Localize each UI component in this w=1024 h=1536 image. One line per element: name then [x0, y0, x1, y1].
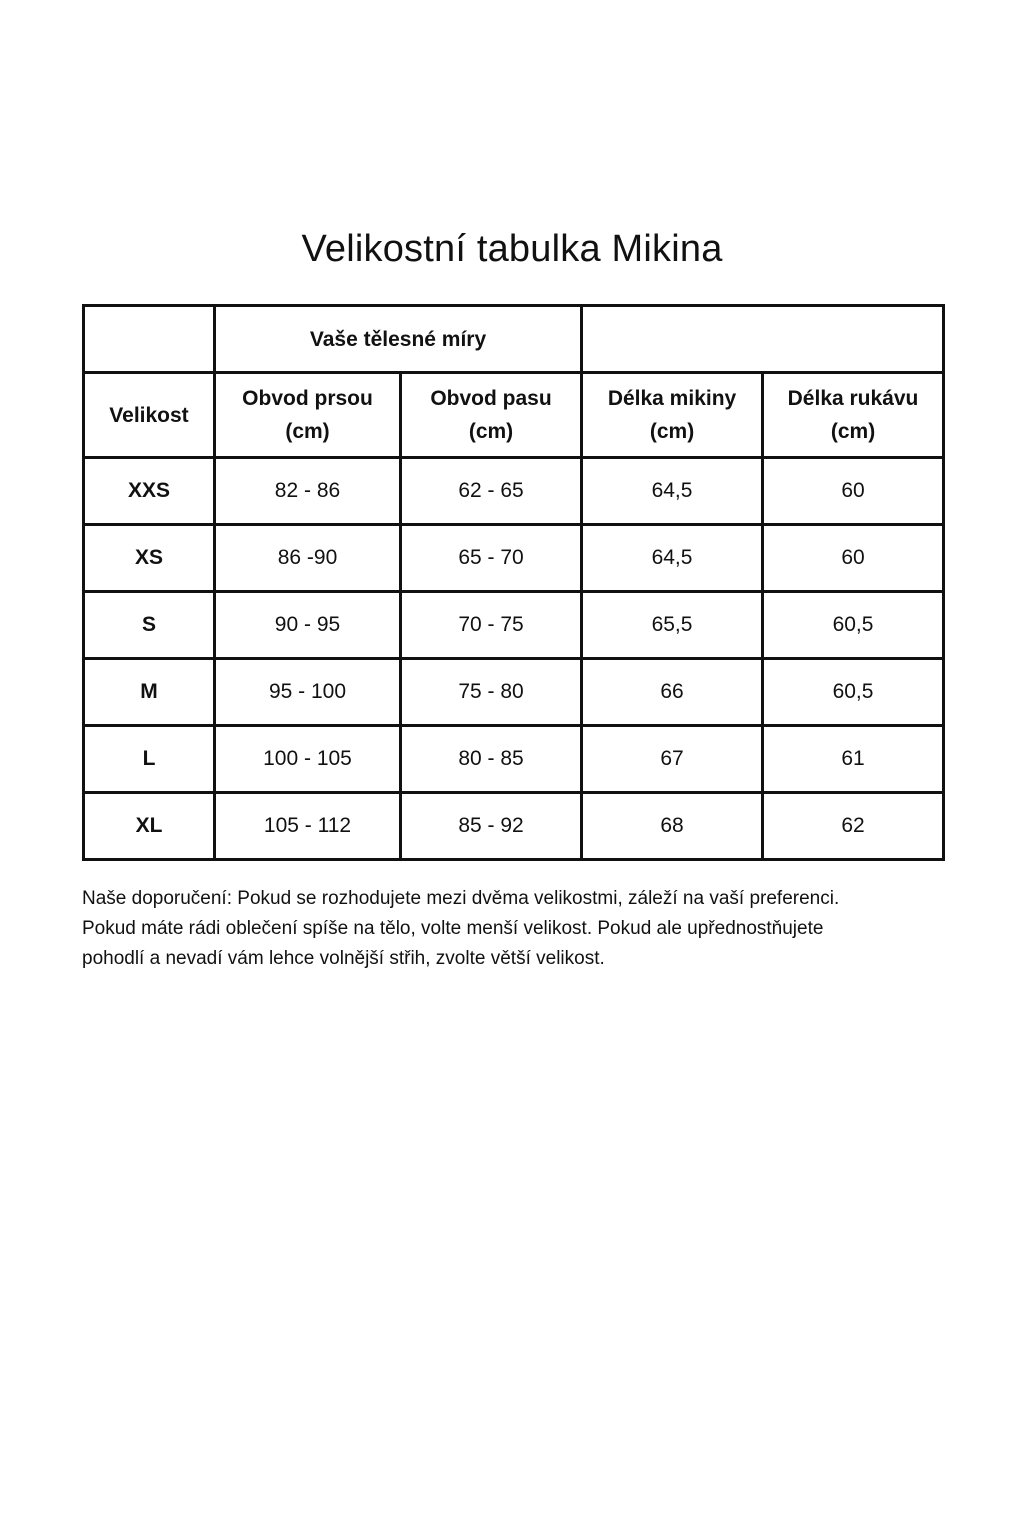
table-row [84, 659, 944, 726]
size-cell: M [84, 659, 215, 726]
waist-cell: 80 - 85 [401, 726, 582, 793]
note-line: pohodlí a nevadí vám lehce volnější střih, zvolte větší velikost. [82, 948, 605, 969]
page-title: Velikostní tabulka Mikina [301, 228, 723, 270]
column-header-waist-label: Obvod pasu [430, 387, 552, 410]
size-cell: XS [84, 525, 215, 592]
size-cell: XL [84, 793, 215, 860]
hoodie-length-cell: 65,5 [582, 592, 763, 659]
column-header-chest [215, 373, 401, 458]
column-header-sleeve-length-unit: (cm) [830, 420, 876, 443]
table-row [84, 592, 944, 659]
recommendation-note [82, 884, 942, 974]
table-row [84, 458, 944, 525]
chest-cell: 100 - 105 [215, 726, 401, 793]
note-line: Pokud máte rádi oblečení spíše na tělo, volte menší velikost. Pokud ale upřednostňujete [82, 918, 824, 939]
size-table [82, 304, 945, 861]
waist-cell: 85 - 92 [401, 793, 582, 860]
waist-cell: 65 - 70 [401, 525, 582, 592]
sleeve-length-cell: 62 [763, 793, 944, 860]
sleeve-length-cell: 60 [763, 525, 944, 592]
column-header-size: Velikost [84, 373, 215, 458]
table-row [84, 525, 944, 592]
note-line: Naše doporučení: Pokud se rozhodujete mezi dvěma velikostmi, záleží na vaší preferenci. [82, 888, 840, 909]
column-header-hoodie-length [582, 373, 763, 458]
hoodie-length-cell: 64,5 [582, 458, 763, 525]
sleeve-length-cell: 60 [763, 458, 944, 525]
table-row [84, 726, 944, 793]
chest-cell: 95 - 100 [215, 659, 401, 726]
empty-group-cell [582, 306, 944, 373]
column-header-sleeve-length [763, 373, 944, 458]
column-header-hoodie-length-label: Délka mikiny [607, 387, 737, 410]
waist-cell: 75 - 80 [401, 659, 582, 726]
waist-cell: 70 - 75 [401, 592, 582, 659]
sleeve-length-cell: 60,5 [763, 592, 944, 659]
hoodie-length-cell: 66 [582, 659, 763, 726]
empty-corner-cell [84, 306, 215, 373]
chest-cell: 82 - 86 [215, 458, 401, 525]
size-cell: S [84, 592, 215, 659]
chest-cell: 105 - 112 [215, 793, 401, 860]
column-header-hoodie-length-unit: (cm) [649, 420, 695, 443]
table-group-header-row [84, 306, 944, 373]
sleeve-length-cell: 60,5 [763, 659, 944, 726]
column-header-chest-unit: (cm) [285, 420, 330, 443]
table-column-header-row [84, 373, 944, 458]
column-header-sleeve-length-label: Délka rukávu [787, 387, 919, 410]
size-cell: XXS [84, 458, 215, 525]
chest-cell: 86 -90 [215, 525, 401, 592]
hoodie-length-cell: 64,5 [582, 525, 763, 592]
body-measurements-header: Vaše tělesné míry [215, 306, 582, 373]
column-header-waist [401, 373, 582, 458]
sleeve-length-cell: 61 [763, 726, 944, 793]
hoodie-length-cell: 68 [582, 793, 763, 860]
waist-cell: 62 - 65 [401, 458, 582, 525]
table-row [84, 793, 944, 860]
hoodie-length-cell: 67 [582, 726, 763, 793]
column-header-waist-unit: (cm) [468, 420, 514, 443]
size-cell: L [84, 726, 215, 793]
chest-cell: 90 - 95 [215, 592, 401, 659]
column-header-chest-label: Obvod prsou [242, 387, 373, 410]
